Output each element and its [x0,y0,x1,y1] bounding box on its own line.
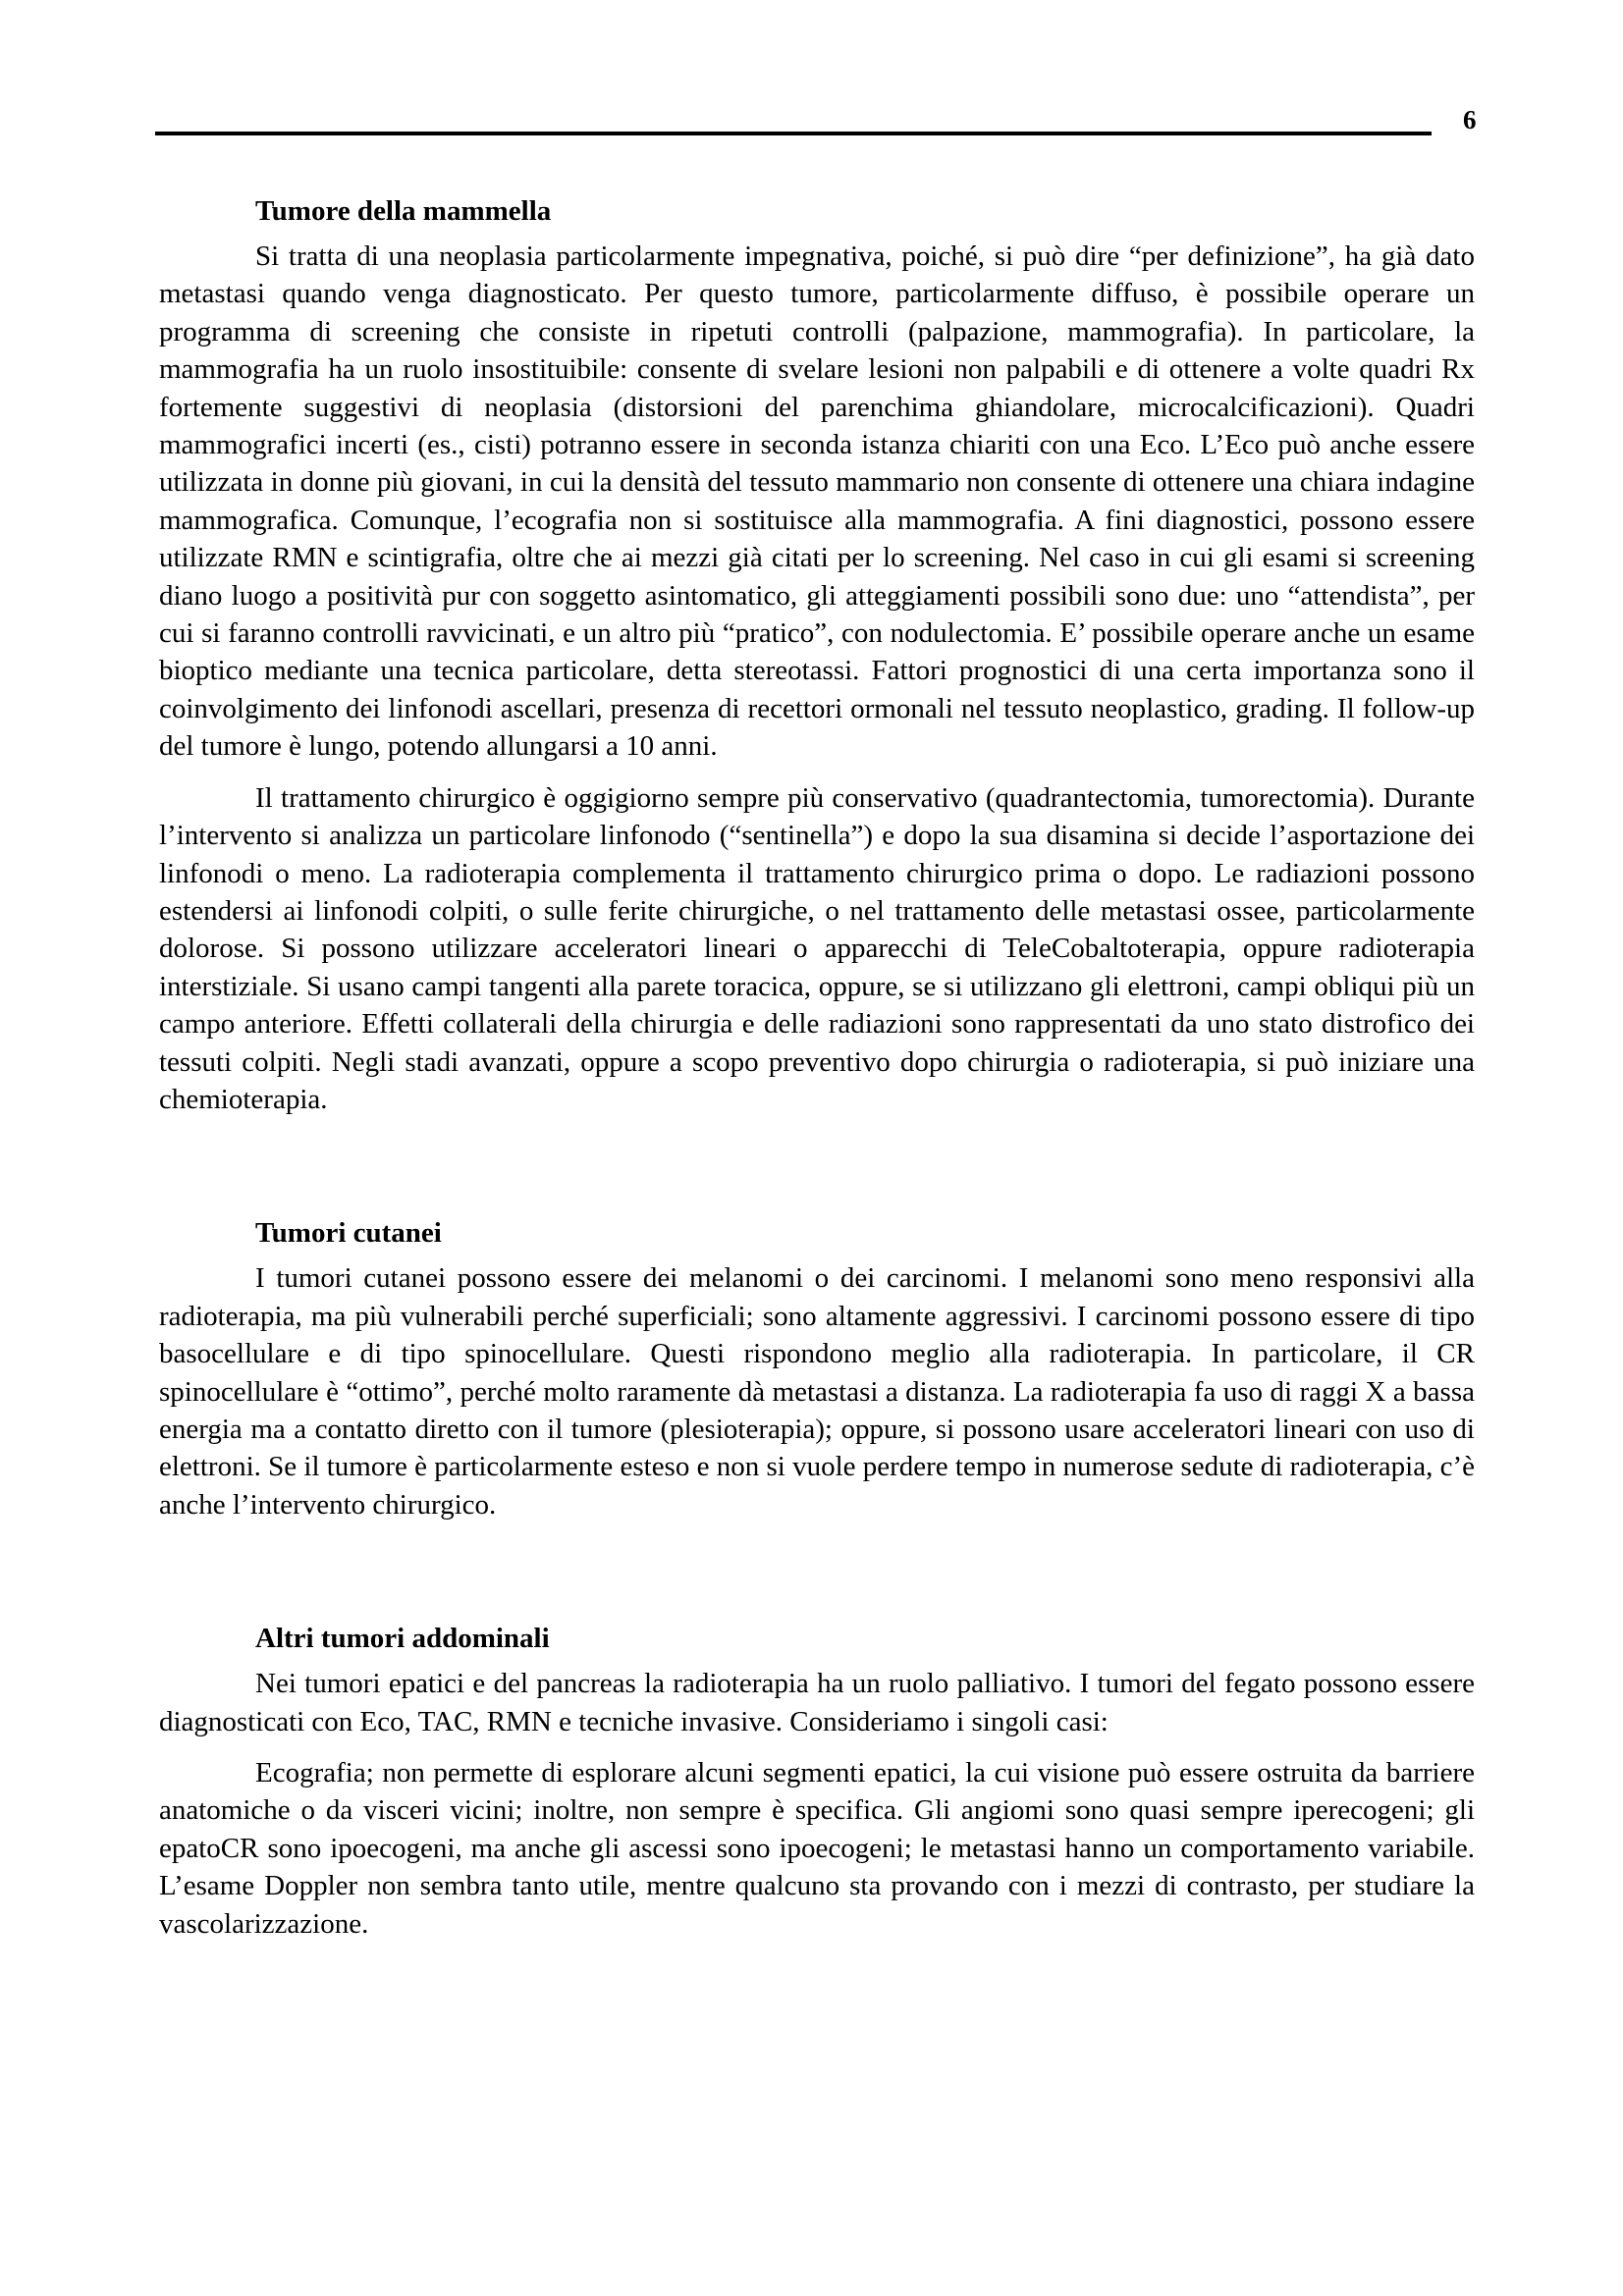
section-title: Altri tumori addominali [255,1623,550,1655]
section-title: Tumore della mammella [255,195,552,227]
section-tumori-cutanei [159,1214,1475,1523]
section-altri-tumori-addominali [159,1620,1475,1943]
page-content [159,192,1475,1956]
paragraph: Nei tumori epatici e del pancreas la radioterapia ha un ruolo palliativo. I tumori del fegato possono essere diagnosticati con Eco, TAC, RMN e tecniche invasive. Consideriamo i singoli casi: [159,1668,1475,1737]
paragraph: I tumori cutanei possono essere dei melanomi o dei carcinomi. I melanomi sono meno responsivi alla radioterapia, ma più vulnerabili perché superficiali; sono altamente aggressivi. I carcinomi possono essere di tipo basocellulare e di tipo spinocellulare. Questi rispondono meglio alla radioterapia. In particolare, il CR spinocellulare è “ottimo”, perché molto raramente dà metastasi a distanza. La radioterapia fa uso di raggi X a bassa energia ma a contatto diretto con il tumore (plesioterapia); oppure, si possono usare acceleratori lineari con uso di elettroni. Se il tumore è particolarmente esteso e non si vuole perdere tempo in numerose sedute di radioterapia, c’è anche l’intervento chirurgico. [159,1262,1475,1521]
header-rule [155,132,1432,135]
paragraph: Il trattamento chirurgico è oggigiorno sempre più conservativo (quadrantectomia, tumorectomia). Durante l’intervento si analizza un particolare linfonodo (“sentinella”) e dopo la sua disamina si decide l’asportazione dei linfonodi o meno. La radioterapia complementa il trattamento chirurgico prima o dopo. Le radiazioni possono estendersi ai linfonodi colpiti, o sulle ferite chirurgiche, o nel trattamento delle metastasi ossee, particolarmente dolorose. Si possono utilizzare acceleratori lineari o apparecchi di TeleCobaltoterapia, oppure radioterapia interstiziale. Si usano campi tangenti alla parete toracica, oppure, se si utilizzano gli elettroni, campi obliqui più un campo anteriore. Effetti collaterali della chirurgia e delle radiazioni sono rappresentati da uno stato distrofico dei tessuti colpiti. Negli stadi avanzati, oppure a scopo preventivo dopo chirurgia o radioterapia, si può iniziare una chemioterapia. [159,781,1475,1115]
page-number: 6 [1463,105,1477,134]
section-title: Tumori cutanei [255,1217,442,1250]
paragraph: Si tratta di una neoplasia particolarmente impegnativa, poiché, si può dire “per definizione”, ha già dato metastasi quando venga diagnosticato. Per questo tumore, particolarmente diffuso, è possibile operare un programma di screening che consiste in ripetuti controlli (palpazione, mammografia). In particolare, la mammografia ha un ruolo insostituibile: consente di svelare lesioni non palpabili e di ottenere a volte quadri Rx fortemente suggestivi di neoplasia (distorsioni del parenchima ghiandolare, microcalcificazioni). Quadri mammografici incerti (es., cisti) potranno essere in seconda istanza chiariti con una Eco. L’Eco può anche essere utilizzata in donne più giovani, in cui la densità del tessuto mammario non consente di ottenere una chiara indagine mammografica. Comunque, l’ecografia non si sostituisce alla mammografia. A fini diagnostici, possono essere utilizzate RMN e scintigrafia, oltre che ai mezzi già citati per lo screening. Nel caso in cui gli esami si screening diano luogo a positività pur con soggetto asintomatico, gli atteggiamenti possibili sono due: uno “attendista”, per cui si faranno controlli ravvicinati, e un altro più “pratico”, con nodulectomia. E’ possibile operare anche un esame bioptico mediante una tecnica particolare, detta stereotassi. Fattori prognostici di una certa importanza sono il coinvolgimento dei linfonodi ascellari, presenza di recettori ormonali nel tessuto neoplastico, grading. Il follow-up del tumore è lungo, potendo allungarsi a 10 anni. [159,240,1475,763]
section-tumore-mammella [159,192,1475,1118]
paragraph: Ecografia; non permette di esplorare alcuni segmenti epatici, la cui visione può essere ostruita da barriere anatomiche o da visceri vicini; inoltre, non sempre è specifica. Gli angiomi sono quasi sempre iperecogeni; gli epatoCR sono ipoecogeni, ma anche gli ascessi sono ipoecogeni; le metastasi hanno un comportamento variabile. L’esame Doppler non sembra tanto utile, mentre qualcuno sta provando con i mezzi di contrasto, per studiare la vascolarizzazione. [159,1757,1475,1940]
